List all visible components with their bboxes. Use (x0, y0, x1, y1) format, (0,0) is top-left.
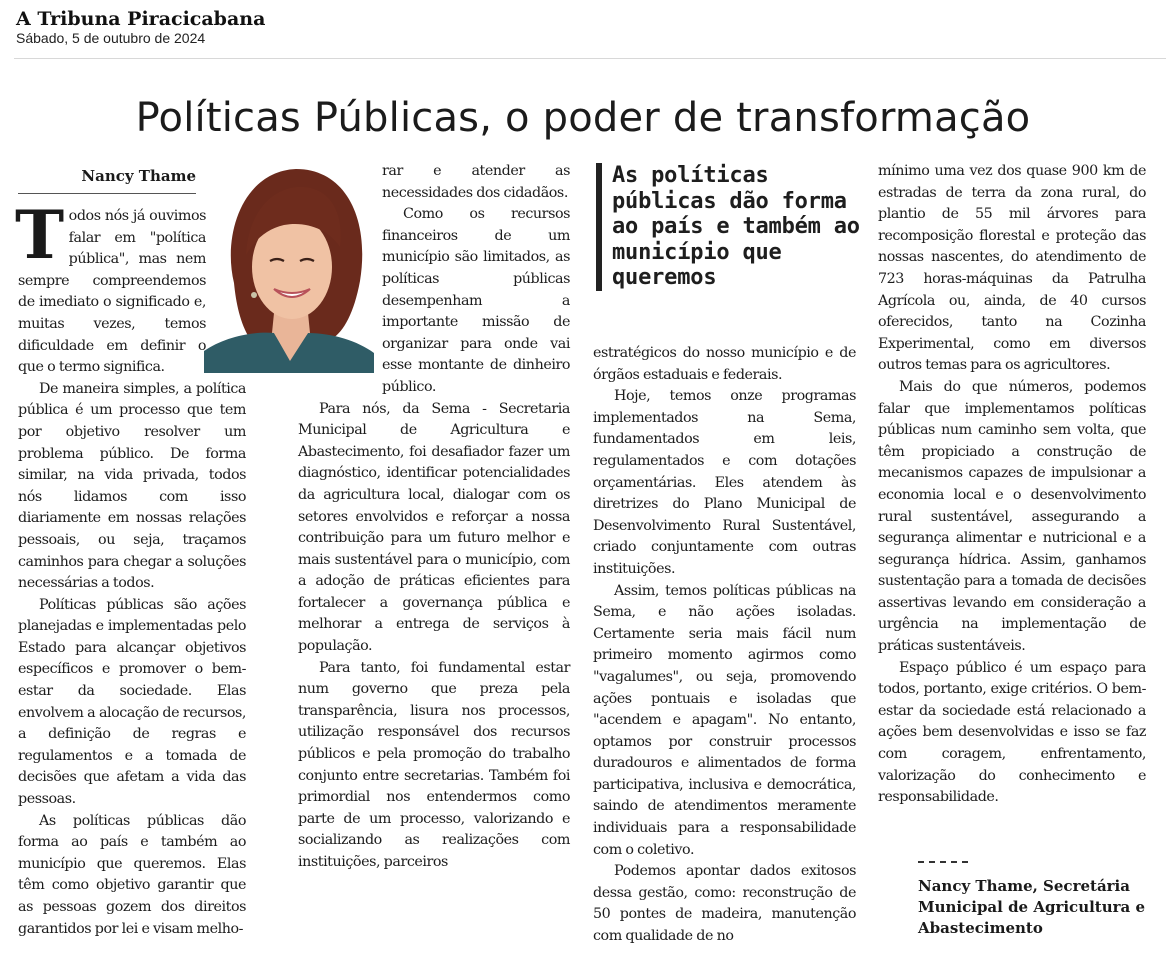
article-paragraph: Políticas públicas são ações planejadas e implementadas pelo Estado para alcançar objetivos específicos e promover o bem-estar da sociedade. Elas envolvem a alocação de recursos, a definição de regras e regulamentos e a tomada de decisões que afetam a vida das pessoas. (18, 596, 246, 808)
article-paragraph: Assim, temos políticas públicas na Sema, e não ações isoladas. Certamente seria mais fácil num primeiro momento agirmos como "vagalumes", ou seja, promovendo ações pontuais e isoladas que "acendem e apagam". No entanto, optamos por construir processos duradouros e alimentados de forma participativa, inclusiva e democrática, saindo de atendimentos meramente individuais para a responsabilidade com o coletivo. (593, 582, 856, 858)
author-signature: Nancy Thame, Secretária Municipal de Agricultura e Abastecimento (918, 877, 1146, 937)
masthead-divider (14, 58, 1166, 59)
article-headline: Políticas Públicas, o poder de transformação (135, 95, 1031, 141)
article-paragraph: As políticas públicas dão forma ao país e também ao município que queremos. Elas têm como objetivo garantir que as pessoas gozem dos direitos garantidos por lei e visam melho- (18, 812, 246, 937)
masthead (16, 8, 265, 47)
author-byline: Nancy Thame (81, 167, 196, 185)
article-paragraph: mínimo uma vez dos quase 900 km de estradas de terra da zona rural, do plantio de 55 mil árvores para recomposição florestal e proteção das nossas nascentes, do atendimento de 723 horas-máquinas da Patrulha Agrícola ou, ainda, de 40 cursos oferecidos, tanto na Cozinha Experimental, como em diversos outros temas para os agricultores. (878, 163, 1146, 374)
column-1-wrapped-block (15, 196, 206, 379)
article-column-4 (878, 161, 1146, 809)
signature-divider (918, 861, 968, 865)
pull-quote: As políticas públicas dão forma ao país e também ao município que queremos (596, 163, 874, 291)
article-column-2 (298, 161, 570, 874)
article-column-1 (15, 196, 246, 940)
article-paragraph: De maneira simples, a política pública é um processo que tem por objetivo resolver um problema público. De forma similar, na vida privada, todos nós lidamos com isso diariamente em nossas relações pessoais, ou seja, traçamos caminhos para chegar a soluções necessárias a todos. (18, 380, 246, 592)
article-paragraph-text: odos nós já ouvimos falar em "política pública", mas nem sempre compreendemos de imediato o significado e, muitas vezes, temos dificuldade em definir o que o termo significa. (18, 208, 206, 376)
byline-divider (18, 193, 196, 194)
article-paragraph: Espaço público é um espaço para todos, portanto, exige critérios. O bem-estar da sociedade está relacionado a ações bem desenvolvidas e isso se faz com coragem, enfrentamento, valorização do conhecimento e responsabilidade. (878, 659, 1146, 806)
article-paragraph: Mais do que números, podemos falar que implementamos políticas públicas num caminho sem volta, que têm propiciado a construção de mecanismos capazes de impulsionar a economia local e o desenvolvimento rural sustentável, assegurando a segurança alimentar e nutricional e a segurança hídrica. Assim, ganhamos sustentação para a tomada de decisões assertivas levando em consideração a urgência na implementação de práticas sustentáveis. (878, 378, 1146, 655)
article-column-3 (593, 343, 856, 948)
article-paragraph: Para tanto, foi fundamental estar num governo que preza pela transparência, lisura nos processos, utilização responsável dos recursos públicos e pela promoção do trabalho conjunto entre secretarias. Também foi primordial nos entendermos como parte de um processo, valorizando e socializando as realizações com instituições, parceiros (298, 659, 570, 870)
article-paragraph (15, 196, 206, 379)
article-paragraph: Para nós, da Sema - Secretaria Municipal de Agricultura e Abastecimento, foi desafiador fazer um diagnóstico, identificar potencialidades da agricultura local, dialogar com os setores envolvidos e reforçar a nossa contribuição para um futuro melhor e mais sustentável para o município, com a adoção de práticas eficientes para fortalecer a governança pública e melhorar a entrega de serviços à população. (298, 400, 570, 655)
newspaper-name: A Tribuna Piracicabana (16, 8, 266, 30)
article-paragraph: estratégicos do nosso município e de órgãos estaduais e federais. (593, 345, 856, 383)
publication-date: Sábado, 5 de outubro de 2024 (16, 30, 206, 46)
article-paragraph: rar e atender as necessidades dos cidadãos. (382, 163, 570, 201)
drop-cap: T (15, 196, 64, 274)
article-paragraph: Podemos apontar dados exitosos dessa gestão, como: reconstrução de 50 pontes de madeira, manutenção com qualidade de no (593, 863, 856, 945)
article-paragraph: Hoje, temos onze programas implementados na Sema, fundamentados em leis, regulamentados e com dotações orçamentárias. Eles atendem às diretrizes do Plano Municipal de Desenvolvimento Rural Sustentável, criado conjuntamente com outras instituições. (593, 388, 856, 577)
article-paragraph: Como os recursos financeiros de um município são limitados, as políticas públicas desempenham a importante missão de organizar para onde vai esse montante de dinheiro público. (382, 206, 570, 395)
